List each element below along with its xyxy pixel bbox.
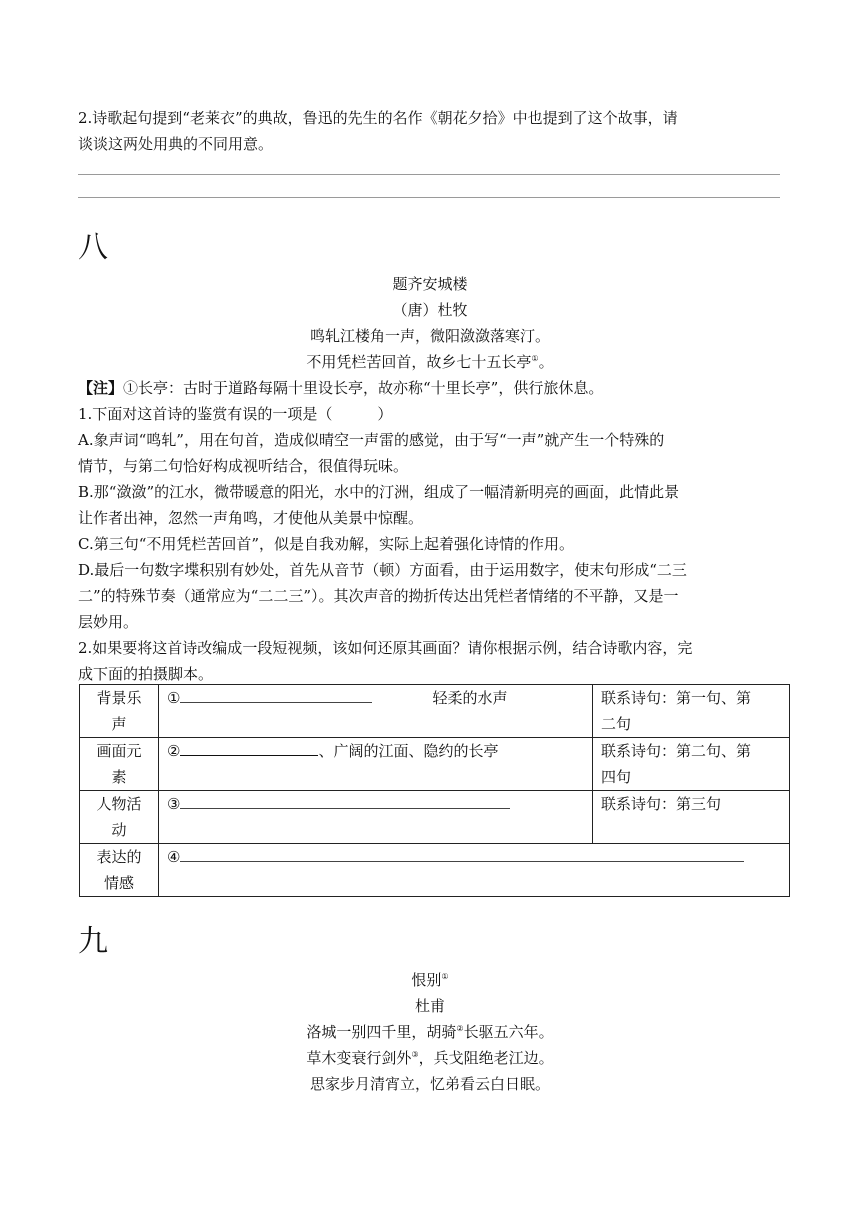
section-heading-9: 九: [78, 924, 108, 959]
row-label: 背景乐 声: [80, 685, 159, 738]
option-d-line2: 二”的特殊节奏（通常应为“二二三”）。其次声音的拗折传达出凭栏者情绪的不平静，又是一: [78, 587, 679, 605]
answer-blank[interactable]: [180, 738, 318, 756]
answer-blank[interactable]: [180, 791, 510, 809]
option-a-line2: 情节，与第二句恰好构成视听结合，很值得玩味。: [78, 457, 409, 475]
note-label: 【注】: [78, 379, 124, 397]
poem-author: 杜甫: [414, 997, 445, 1015]
option-d-line1: D.最后一句数字堞积别有妙处，首先从音节（顿）方面看，由于运用数字，使末句形成“二三: [78, 561, 687, 579]
option-a-line1: A.象声词“鸣轧”，用在句首，造成似晴空一声雷的感觉，由于写“一声”就产生一个特殊的: [78, 431, 665, 449]
section-heading-8: 八: [78, 230, 108, 265]
answer-line: [78, 174, 780, 175]
table-row: [80, 844, 790, 897]
row-relation: 联系诗句：第三句: [593, 791, 790, 844]
answer-line: [78, 197, 780, 198]
table-row: [80, 685, 790, 738]
option-c: C.第三句“不用凭栏苦回首”，似是自我劝解，实际上起着强化诗情的作用。: [78, 535, 575, 553]
row-relation: 联系诗句：第二句、第 四句: [593, 738, 790, 791]
poem-line-text: 不用凭栏苦回首，故乡七十五长亭: [306, 353, 532, 371]
blank-marker: ④: [167, 848, 181, 866]
blank-marker: ③: [167, 795, 181, 813]
option-b-line1: B.那“潋潋”的江水，微带暖意的阳光，水中的汀洲，组成了一幅清新明亮的画面，此情此景: [78, 483, 680, 501]
row-label: 人物活 动: [80, 791, 159, 844]
row-content: [159, 844, 790, 897]
poem-line: 洛城一别四千里，胡骑②长驱五六年。: [306, 1023, 554, 1041]
option-d-line3: 层妙用。: [78, 613, 139, 631]
footnote-marker: ①: [441, 972, 449, 981]
option-b-line2: 让作者出神，忽然一声角鸣，才使他从美景中惊醒。: [78, 509, 424, 527]
table-row: [80, 791, 790, 844]
poem-note: [78, 375, 603, 401]
row-example-text: 、广阔的江面、隐约的长亭: [318, 742, 499, 760]
row-content: [159, 791, 593, 844]
poem-line: 鸣轧江楼角一声，微阳潋潋落寒汀。: [309, 327, 550, 345]
question2-line1: 2.如果要将这首诗改编成一段短视频，该如何还原其画面？请你根据示例，结合诗歌内容，完: [78, 639, 693, 657]
question2-line2: 成下面的拍摄脚本。: [78, 665, 214, 683]
row-content: [159, 685, 593, 738]
note-text: ①长亭：古时于道路每隔十里设长亭，故亦称“十里长亭”，供行旅休息。: [123, 379, 604, 397]
answer-blank[interactable]: [180, 844, 744, 862]
footnote-marker: ②: [456, 1024, 464, 1033]
table-row: [80, 738, 790, 791]
question-stem: 1.下面对这首诗的鉴赏有误的一项是（ ）: [78, 405, 393, 423]
footnote-marker: ①: [531, 354, 539, 363]
footnote-marker: ③: [411, 1050, 419, 1059]
blank-marker: ①: [167, 689, 181, 707]
row-label: 表达的 情感: [80, 844, 159, 897]
poem-line: 思家步月清宵立，忆弟看云白日眠。: [309, 1075, 550, 1093]
blank-marker: ②: [167, 742, 181, 760]
poem-line: [0, 349, 860, 375]
row-relation: 联系诗句：第一句、第 二句: [593, 685, 790, 738]
answer-blank[interactable]: [180, 685, 372, 703]
poem-title: 恨别①: [411, 971, 449, 989]
poem-line-end: 。: [538, 353, 554, 371]
row-content: [159, 738, 593, 791]
q7-question2-line2: 谈谈这两处用典的不同用意。: [78, 135, 274, 153]
poem-title: 题齐安城楼: [392, 275, 468, 293]
poem-author: （唐）杜牧: [392, 301, 468, 319]
q7-question2-line1: 2.诗歌起句提到“老莱衣”的典故，鲁迅的先生的名作《朝花夕拾》中也提到了这个故事，请: [78, 109, 678, 127]
row-label: 画面元 素: [80, 738, 159, 791]
shooting-script-table: [79, 684, 790, 897]
poem-line: 草木变衰行剑外③，兵戈阻绝老江边。: [306, 1049, 554, 1067]
row-example-text: 轻柔的水声: [432, 689, 508, 707]
